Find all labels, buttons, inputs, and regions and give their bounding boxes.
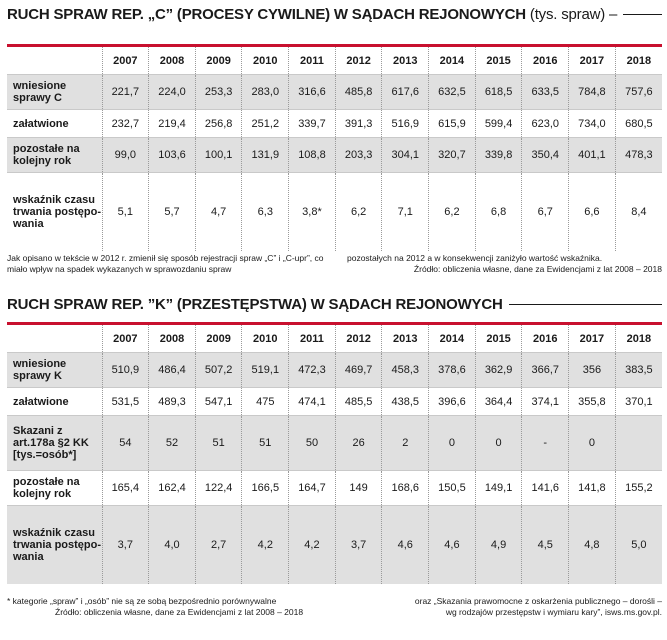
table-cell: 283,0 (242, 75, 289, 110)
table-cell: 122,4 (195, 471, 242, 506)
year-header: 2007 (102, 47, 149, 75)
year-header: 2016 (522, 47, 569, 75)
table-row (7, 173, 662, 251)
table-cell: 165,4 (102, 471, 149, 506)
table-cell: 623,0 (522, 110, 569, 138)
table-cell: 507,2 (195, 353, 242, 388)
year-header: 2014 (429, 47, 476, 75)
table-cell: 203,3 (335, 138, 382, 173)
table-cell: 3,8* (289, 173, 336, 251)
table-cell: 370,1 (615, 388, 662, 416)
table-cell: 734,0 (569, 110, 616, 138)
table1-note-right: pozostałych na 2012 a w konsekwencji zaniżyło wartość wskaźnika. (347, 253, 603, 263)
table-cell: 355,8 (569, 388, 616, 416)
year-header: 2017 (569, 325, 616, 353)
table1-note-left: Jak opisano w tekście w 2012 r. zmienił się sposób rejestracji spraw „C” i „C-upr”, co miało wpływ na spadek wykazanych w sprawozdaniu spraw (7, 253, 324, 274)
table-cell: 486,4 (149, 353, 196, 388)
table-cell: 51 (242, 416, 289, 471)
table-cell: 2,7 (195, 506, 242, 584)
row-label: załatwione (7, 388, 102, 416)
table-cell: 221,7 (102, 75, 149, 110)
table1-title-bold: RUCH SPRAW REP. „C” (PROCESY CYWILNE) W SĄDACH REJONOWYCH (7, 6, 526, 23)
table-cell: 6,2 (335, 173, 382, 251)
row-label: wskaźnik czasu trwania postępo-wania (7, 506, 102, 584)
table-row (7, 471, 662, 506)
table-cell: 356 (569, 353, 616, 388)
table-cell: 52 (149, 416, 196, 471)
table-cell: 0 (569, 416, 616, 471)
table-cell: 251,2 (242, 110, 289, 138)
table-cell: 7,1 (382, 173, 429, 251)
table-cell: 4,8 (569, 506, 616, 584)
table-cell: 155,2 (615, 471, 662, 506)
table-cell: 469,7 (335, 353, 382, 388)
table-cell: 618,5 (475, 75, 522, 110)
year-header: 2015 (475, 47, 522, 75)
row-label: wskaźnik czasu trwania postępo-wania (7, 173, 102, 251)
header-blank (7, 47, 102, 75)
year-header: 2008 (149, 325, 196, 353)
table-cell: 141,8 (569, 471, 616, 506)
table-cell: 141,6 (522, 471, 569, 506)
table-cell: 401,1 (569, 138, 616, 173)
table-cell: 516,9 (382, 110, 429, 138)
table-cell: 478,3 (615, 138, 662, 173)
table2-source: Źródło: obliczenia własne, dane za Ewidencjami z lat 2008 – 2018 (55, 607, 304, 617)
table-cell: 164,7 (289, 471, 336, 506)
table-cell: 166,5 (242, 471, 289, 506)
year-header: 2018 (615, 325, 662, 353)
table-cell: 0 (429, 416, 476, 471)
table-cell: 150,5 (429, 471, 476, 506)
table2-title-bold: RUCH SPRAW REP. ”K” (PRZESTĘPSTWA) W SĄDACH REJONOWYCH (7, 296, 503, 313)
table-cell: 224,0 (149, 75, 196, 110)
table-cell: 51 (195, 416, 242, 471)
table-cell: 50 (289, 416, 336, 471)
table-cell: 519,1 (242, 353, 289, 388)
year-header: 2011 (289, 47, 336, 75)
table-cell: 99,0 (102, 138, 149, 173)
table-cell: 366,7 (522, 353, 569, 388)
table2-note-right: oraz „Skazania prawomocne z oskarżenia publicznego – dorośli – wg rodzajów przestępstw i wymiaru kary”, isws.ms.gov.pl. (414, 596, 662, 617)
table-cell: 219,4 (149, 110, 196, 138)
table-row (7, 75, 662, 110)
table-cell: 149 (335, 471, 382, 506)
table-cell: 339,7 (289, 110, 336, 138)
row-label: pozostałe na kolejny rok (7, 471, 102, 506)
table-cell: 4,7 (195, 173, 242, 251)
table-cell: 489,3 (149, 388, 196, 416)
table-cell: 108,8 (289, 138, 336, 173)
table-cell: 615,9 (429, 110, 476, 138)
table-cell: 458,3 (382, 353, 429, 388)
table-cell: 531,5 (102, 388, 149, 416)
table-cell: 3,7 (335, 506, 382, 584)
year-header: 2009 (195, 47, 242, 75)
table-cell: 617,6 (382, 75, 429, 110)
table-cell: 5,7 (149, 173, 196, 251)
table-cell: 6,6 (569, 173, 616, 251)
year-header: 2012 (335, 47, 382, 75)
table-cell: 757,6 (615, 75, 662, 110)
table-cell: 396,6 (429, 388, 476, 416)
table2-note-left: * kategorie „spraw” i „osób” nie są ze sobą bezpośrednio porównywalne (7, 596, 277, 606)
table-cell: 378,6 (429, 353, 476, 388)
table1 (7, 44, 662, 251)
table-cell: 26 (335, 416, 382, 471)
year-header: 2013 (382, 325, 429, 353)
table-cell: 316,6 (289, 75, 336, 110)
table-cell: 131,9 (242, 138, 289, 173)
table-cell: 0 (475, 416, 522, 471)
table-cell: 4,0 (149, 506, 196, 584)
table-cell: 6,7 (522, 173, 569, 251)
year-header: 2010 (242, 325, 289, 353)
table-cell: 232,7 (102, 110, 149, 138)
row-label: wniesione sprawy K (7, 353, 102, 388)
table-cell: 383,5 (615, 353, 662, 388)
row-label: załatwione (7, 110, 102, 138)
table-cell: 103,6 (149, 138, 196, 173)
table-row (7, 138, 662, 173)
table-cell: 510,9 (102, 353, 149, 388)
table-cell: 680,5 (615, 110, 662, 138)
table-cell: 350,4 (522, 138, 569, 173)
year-header: 2014 (429, 325, 476, 353)
table-row (7, 353, 662, 388)
table-cell: 5,0 (615, 506, 662, 584)
table-row (7, 506, 662, 584)
row-label: pozostałe na kolejny rok (7, 138, 102, 173)
year-header: 2011 (289, 325, 336, 353)
year-header: 2009 (195, 325, 242, 353)
table-cell: 5,1 (102, 173, 149, 251)
table-cell: 253,3 (195, 75, 242, 110)
table-cell: 3,7 (102, 506, 149, 584)
year-header: 2012 (335, 325, 382, 353)
table-cell: 472,3 (289, 353, 336, 388)
table-cell: 374,1 (522, 388, 569, 416)
table-cell: 149,1 (475, 471, 522, 506)
table-cell: 320,7 (429, 138, 476, 173)
table-cell: 633,5 (522, 75, 569, 110)
table2-title (7, 296, 662, 313)
table-cell (615, 416, 662, 471)
table1-source: Źródło: obliczenia własne, dane za Ewidencjami z lat 2008 – 2018 (413, 264, 662, 274)
year-header: 2010 (242, 47, 289, 75)
table-cell: 162,4 (149, 471, 196, 506)
table-row (7, 110, 662, 138)
header-blank (7, 325, 102, 353)
year-header: 2018 (615, 47, 662, 75)
year-header: 2017 (569, 47, 616, 75)
year-header: 2007 (102, 325, 149, 353)
table-cell: 632,5 (429, 75, 476, 110)
table-cell: 364,4 (475, 388, 522, 416)
table-cell: 256,8 (195, 110, 242, 138)
table-cell: 4,2 (242, 506, 289, 584)
table-cell: 4,6 (429, 506, 476, 584)
table-cell: 438,5 (382, 388, 429, 416)
table-cell: 6,8 (475, 173, 522, 251)
table-cell: 391,3 (335, 110, 382, 138)
table-cell: 339,8 (475, 138, 522, 173)
table-cell: 475 (242, 388, 289, 416)
year-header: 2015 (475, 325, 522, 353)
year-header: 2013 (382, 47, 429, 75)
year-header: 2008 (149, 47, 196, 75)
table-cell: 485,5 (335, 388, 382, 416)
title-rule (509, 304, 662, 305)
table-cell: 4,5 (522, 506, 569, 584)
table-cell: 547,1 (195, 388, 242, 416)
table-cell: 168,6 (382, 471, 429, 506)
table-cell: 599,4 (475, 110, 522, 138)
table1-title (7, 6, 662, 23)
table-cell: 6,2 (429, 173, 476, 251)
table-cell: 100,1 (195, 138, 242, 173)
table-cell: 784,8 (569, 75, 616, 110)
table-cell: 4,9 (475, 506, 522, 584)
table-row (7, 416, 662, 471)
table-cell: 4,2 (289, 506, 336, 584)
table2 (7, 322, 662, 584)
row-label: Skazani z art.178a §2 KK [tys.=osób*] (7, 416, 102, 471)
table-cell: 2 (382, 416, 429, 471)
table-cell: 8,4 (615, 173, 662, 251)
table-cell: 474,1 (289, 388, 336, 416)
table1-header-row (7, 47, 662, 75)
table-cell: 54 (102, 416, 149, 471)
table-cell: 6,3 (242, 173, 289, 251)
table-cell: - (522, 416, 569, 471)
title-rule (623, 14, 662, 15)
table-row (7, 388, 662, 416)
row-label: wniesione sprawy C (7, 75, 102, 110)
table-cell: 304,1 (382, 138, 429, 173)
table2-header-row (7, 325, 662, 353)
year-header: 2016 (522, 325, 569, 353)
table1-title-unit: (tys. spraw) – (529, 6, 618, 23)
table-cell: 485,8 (335, 75, 382, 110)
table-cell: 4,6 (382, 506, 429, 584)
table-cell: 362,9 (475, 353, 522, 388)
